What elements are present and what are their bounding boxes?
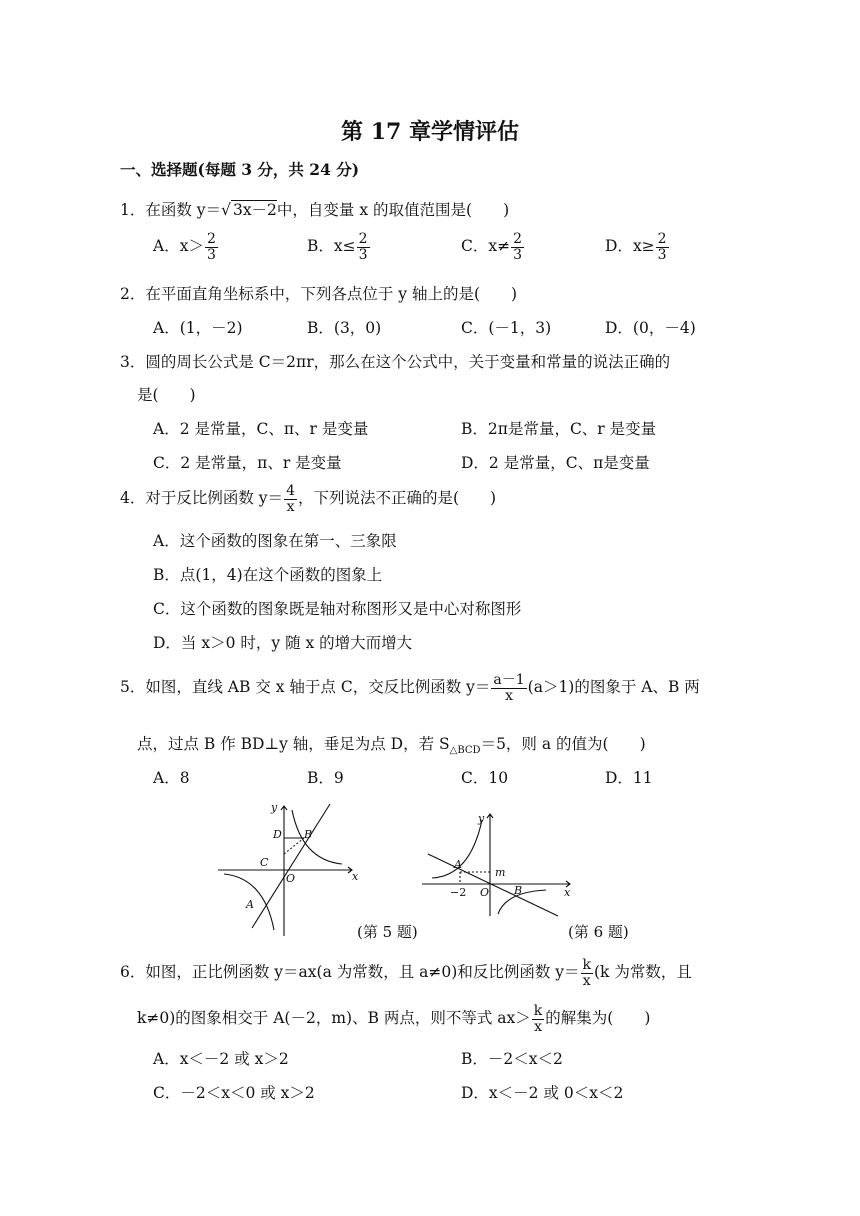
question-4-stem: 4．对于反比例函数 y＝ $\frac{4}{x}$ ，下列说法不正确的是( ) [120,483,497,515]
question-3-option-b[interactable]: B．2π是常量，C、r 是变量 [461,420,657,438]
question-4-option-b[interactable]: B．点(1，4)在这个函数的图象上 [153,566,383,584]
fig6-label-b: B [514,884,523,897]
fig5-label-d: D [273,828,282,841]
question-2-option-b[interactable]: B．(3，0) [307,319,382,337]
question-5-option-c[interactable]: C．10 [461,769,509,787]
question-4-option-a[interactable]: A．这个函数的图象在第一、三象限 [153,532,397,550]
section-heading: 一、选择题(每题 3 分，共 24 分) [120,160,360,179]
fig5-hyperbola-q1 [292,810,342,864]
question-1-stem: 1．在函数 y＝√ 3x－2中，自变量 x 的取值范围是( ) [120,201,510,219]
fig6-label-a: A [454,858,462,871]
fig6-label-m: m [495,866,506,879]
question-5-option-a[interactable]: A．8 [153,769,190,787]
question-1-option-a[interactable]: A．x＞ $\frac{2}{3}$ [153,231,216,263]
fig5-label-y: y [271,801,278,814]
fig6-label-x: x [564,886,571,899]
figure-5 [212,798,362,940]
question-4-option-d[interactable]: D．当 x＞0 时，y 随 x 的增大而增大 [153,634,413,652]
page-title: 第 17 章学情评估 [341,119,519,145]
fig6-label-neg2: −2 [450,886,467,899]
question-5-option-b[interactable]: B．9 [307,769,344,787]
fig5-label-x: x [352,870,359,883]
question-2-option-c[interactable]: C．(－1，3) [461,319,552,337]
question-3-stem-line1: 3．圆的周长公式是 C＝2πr，那么在这个公式中，关于变量和常量的说法正确的 [120,353,671,371]
question-3-option-d[interactable]: D．2 是常量，C、π是变量 [461,454,650,472]
fig5-label-a: A [246,898,254,911]
fig5-label-b: B [304,828,313,841]
question-1-option-d[interactable]: D．x≥ $\frac{2}{3}$ [605,231,667,263]
question-1-option-c[interactable]: C．x≠ $\frac{2}{3}$ [461,231,523,263]
fig6-label-o: O [480,886,490,899]
question-3-option-c[interactable]: C．2 是常量，π、r 是变量 [153,454,342,472]
question-6-option-d[interactable]: D．x＜－2 或 0＜x＜2 [461,1084,624,1102]
question-3-option-a[interactable]: A．2 是常量，C、π、r 是变量 [153,420,369,438]
question-2-option-a[interactable]: A．(1，－2) [153,319,243,337]
fig6-label-y: y [478,812,485,825]
fig5-label-c: C [260,856,269,869]
figure-6-caption: (第 6 题) [568,923,629,941]
question-6-option-a[interactable]: A．x＜－2 或 x＞2 [153,1050,289,1068]
question-2-option-d[interactable]: D．(0，－4) [605,319,696,337]
question-3-stem-line2: 是( ) [137,386,196,404]
question-6-stem-line1: 6．如图，正比例函数 y＝ax(a 为常数，且 a≠0)和反比例函数 y＝ $\frac{k}{x}$ (k 为常数，且 [120,957,692,989]
figure-6 [418,806,578,920]
question-5-option-d[interactable]: D．11 [605,769,653,787]
question-2-stem: 2．在平面直角坐标系中，下列各点位于 y 轴上的是( ) [120,285,518,303]
question-5-stem-line1: 5．如图，直线 AB 交 x 轴于点 C，交反比例函数 y＝ $\frac{a-1}{x}$ (a＞1)的图象于 A、B 两 [120,672,700,704]
question-1-option-b[interactable]: B．x≤ $\frac{2}{3}$ [307,231,368,263]
fig5-label-o: O [286,872,296,885]
question-5-stem-line2: 点，过点 B 作 BD⊥y 轴，垂足为点 D，若 $S_{\triangle BCD}=5$，则 a 的值为( ) [137,735,646,757]
question-6-option-c[interactable]: C．－2＜x＜0 或 x＞2 [153,1084,315,1102]
fig5-segment-bc [284,838,304,854]
fig6-line-ax [428,854,558,916]
question-4-option-c[interactable]: C．这个函数的图象既是轴对称图形又是中心对称图形 [153,600,522,618]
figure-5-caption: (第 5 题) [357,923,418,941]
question-6-stem-line2: k≠0)的图象相交于 A(－2，m)、B 两点，则不等式 ax＞ $\frac{k}{x}$ 的解集为( ) [137,1003,651,1035]
question-6-option-b[interactable]: B．－2＜x＜2 [461,1050,563,1068]
